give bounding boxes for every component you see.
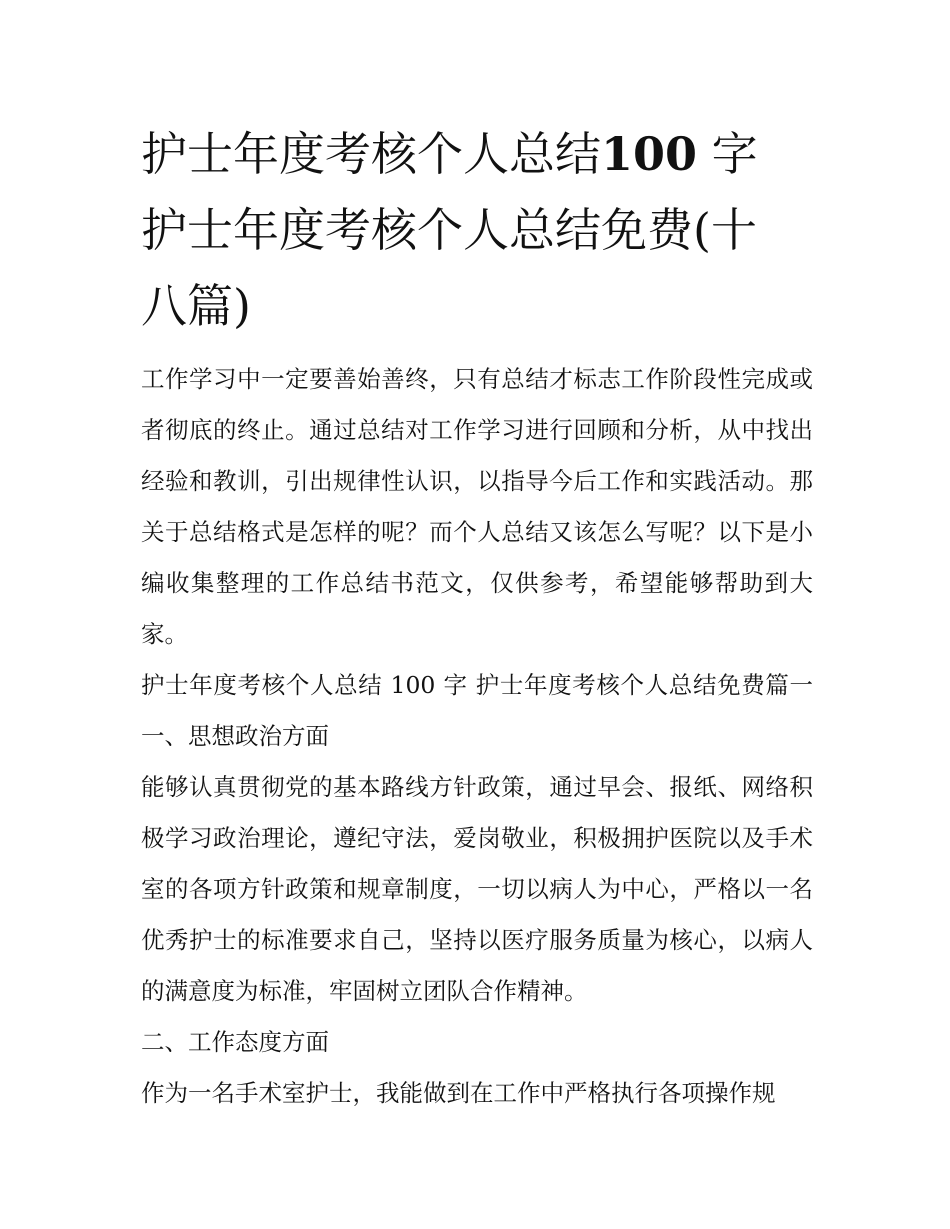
section-1-body: 能够认真贯彻党的基本路线方针政策，通过早会、报纸、网络积极学习政治理论，遵纪守法，爱岗敬业，积极拥护医院以及手术室的各项方针政策和规章制度，一切以病人为中心，严格以一名优秀护士的标准要求自己，坚持以医疗服务质量为核心，以病人的满意度为标准，牢固树立团队合作精神。 [141,773,813,1005]
title-number: 100 [601,127,698,181]
section-2-heading: 二、工作态度方面 [141,1028,329,1056]
section-1-heading: 护士年度考核个人总结 100 字 护士年度考核个人总结免费篇一 一、思想政治方面 [141,671,813,750]
title-line-2: 护士年度考核个人总结免费(十 [141,203,757,257]
title-line-3: 八篇) [141,279,251,333]
title-line-1: 护士年度考核个人总结100 字 [141,127,758,181]
document-title [141,116,813,344]
intro-paragraph: 工作学习中一定要善始善终，只有总结才标志工作阶段性完成或者彻底的终止。通过总结对工作学习进行回顾和分析，从中找出经验和教训，引出规律性认识，以指导今后工作和实践活动。那关于总结格式是怎样的呢？而个人总结又该怎么写呢？以下是小编收集整理的工作总结书范文，仅供参考，希望能够帮助到大家。 [141,365,813,648]
document-page [141,116,813,1119]
section-2-body: 作为一名手术室护士，我能做到在工作中严格执行各项操作规 [141,1079,776,1107]
